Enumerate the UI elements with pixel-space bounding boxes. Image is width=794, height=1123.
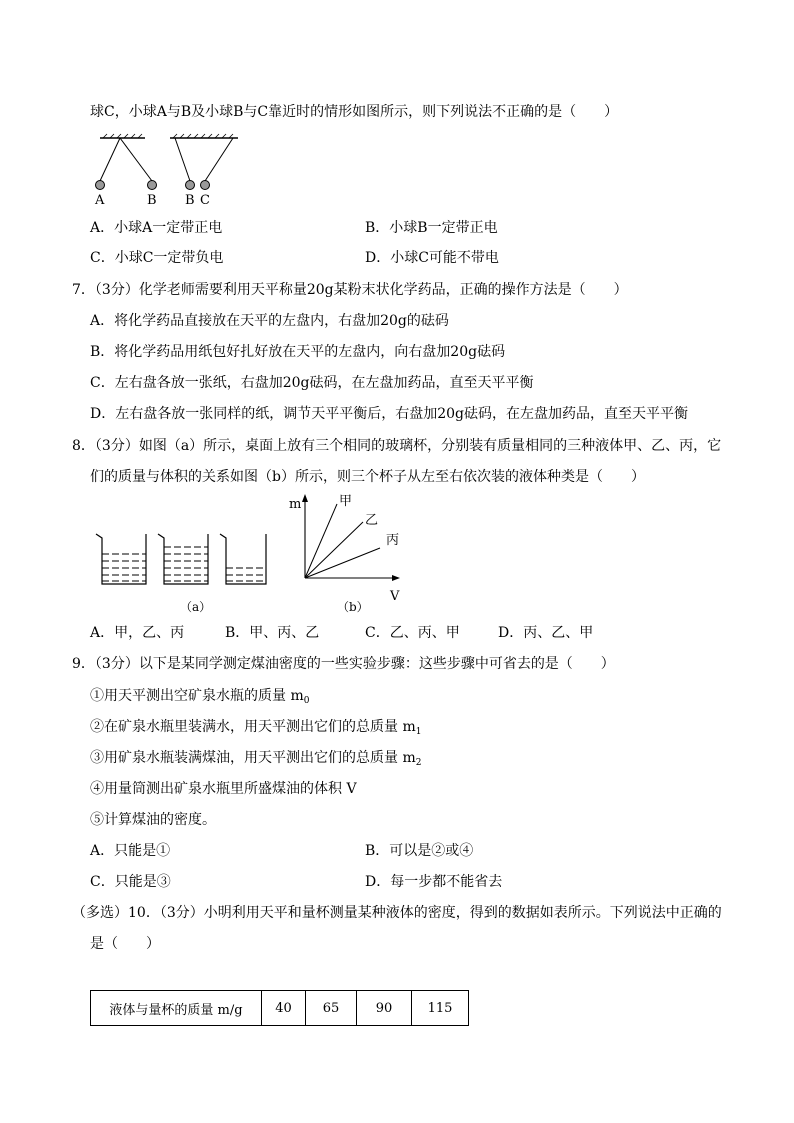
y-axis-label: m — [289, 497, 302, 512]
q9-step-2: ②在矿泉水瓶里装满水，用天平测出它们的总质量 $m_1$ — [90, 719, 422, 737]
table-cell: 40 — [262, 991, 306, 1026]
q8-option-c[interactable]: C．乙、丙、甲 — [365, 625, 460, 641]
label-a: A — [95, 193, 105, 208]
x-axis-label: V — [390, 589, 400, 604]
label-b1: B — [147, 193, 157, 208]
q8-option-d[interactable]: D．丙、乙、甲 — [498, 625, 594, 641]
q7-option-b[interactable]: B．将化学药品用纸包好扎好放在天平的左盘内，向右盘加20g砝码 — [90, 344, 506, 360]
q8-figure-a-beakers — [88, 528, 278, 618]
table-row-header: 液体与量杯的质量 m/g — [91, 991, 262, 1026]
table-cell: 90 — [357, 991, 412, 1026]
q9-option-d[interactable]: D．每一步都不能省去 — [365, 874, 503, 890]
ball-b-left — [148, 181, 157, 190]
label-bing: 丙 — [386, 533, 400, 548]
q9-step-3: ③用矿泉水瓶装满煤油，用天平测出它们的总质量 $m_2$ — [90, 750, 422, 768]
q6-option-a[interactable]: A．小球A一定带正电 — [90, 220, 223, 236]
q9-stem: 9．（3分）以下是某同学测定煤油密度的一些实验步骤：这些步骤中可省去的是（ ） — [72, 656, 615, 672]
q9-step-1: ①用天平测出空矿泉水瓶的质量 $m_0$ — [90, 688, 310, 706]
fig-a-caption: （a） — [180, 600, 212, 614]
q8-stem-line2: 们的质量与体积的关系如图（b）所示，则三个杯子从左至右依次装的液体种类是（ ） — [90, 469, 645, 485]
q6-figure-charged-balls — [90, 134, 250, 206]
q8-stem-line1: 8．（3分）如图（a）所示，桌面上放有三个相同的玻璃杯，分别装有质量相同的三种液体甲、乙、丙，它 — [72, 438, 722, 454]
q7-option-c[interactable]: C．左右盘各放一张纸，右盘加20g砝码，在左盘加药品，直至天平平衡 — [90, 375, 534, 391]
ball-c — [201, 181, 210, 190]
q7-option-a[interactable]: A．将化学药品直接放在天平的左盘内，右盘加20g的砝码 — [90, 313, 449, 329]
q6-option-c[interactable]: C．小球C一定带负电 — [90, 250, 224, 266]
q6-option-d[interactable]: D．小球C可能不带电 — [365, 250, 499, 266]
label-b2: B — [185, 193, 195, 208]
ball-b-right — [186, 181, 195, 190]
q10-stem-line2: 是（ ） — [90, 936, 160, 952]
q8-option-b[interactable]: B．甲、丙、乙 — [225, 625, 320, 641]
label-yi: 乙 — [365, 513, 379, 528]
q7-option-d[interactable]: D．左右盘各放一张同样的纸，调节天平平衡后，右盘加20g砝码，在左盘加药品，直至天平平衡 — [90, 406, 688, 422]
q10-data-table — [90, 990, 469, 1026]
q6-option-b[interactable]: B．小球B一定带正电 — [365, 220, 498, 236]
q9-step-5: ⑤计算煤油的密度。 — [90, 812, 216, 828]
ball-a — [96, 181, 105, 190]
q9-option-b[interactable]: B．可以是②或④ — [365, 843, 474, 859]
q8-option-a[interactable]: A．甲，乙、丙 — [90, 625, 185, 641]
q10-stem-line1: （多选）10．（3分）小明利用天平和量杯测量某种液体的密度，得到的数据如表所示。下列说法中正确的 — [72, 905, 722, 921]
table-cell: 65 — [306, 991, 357, 1026]
q7-stem: 7．（3分）化学老师需要利用天平称量20g某粉末状化学药品，正确的操作方法是（ ） — [72, 282, 628, 298]
label-jia: 甲 — [339, 494, 353, 509]
q8-figure-b-graph — [285, 490, 410, 615]
label-c: C — [200, 193, 210, 208]
q6-stem: 球C，小球A与B及小球B与C靠近时的情形如图所示，则下列说法不正确的是（ ） — [90, 104, 619, 120]
q9-option-c[interactable]: C．只能是③ — [90, 874, 171, 890]
table-row — [91, 991, 469, 1026]
table-cell: 115 — [412, 991, 469, 1026]
line-yi — [305, 522, 363, 578]
fig-b-caption: （b） — [337, 600, 369, 614]
q9-step-4: ④用量筒测出矿泉水瓶里所盛煤油的体积 V — [90, 781, 357, 797]
q9-option-a[interactable]: A．只能是① — [90, 843, 171, 859]
